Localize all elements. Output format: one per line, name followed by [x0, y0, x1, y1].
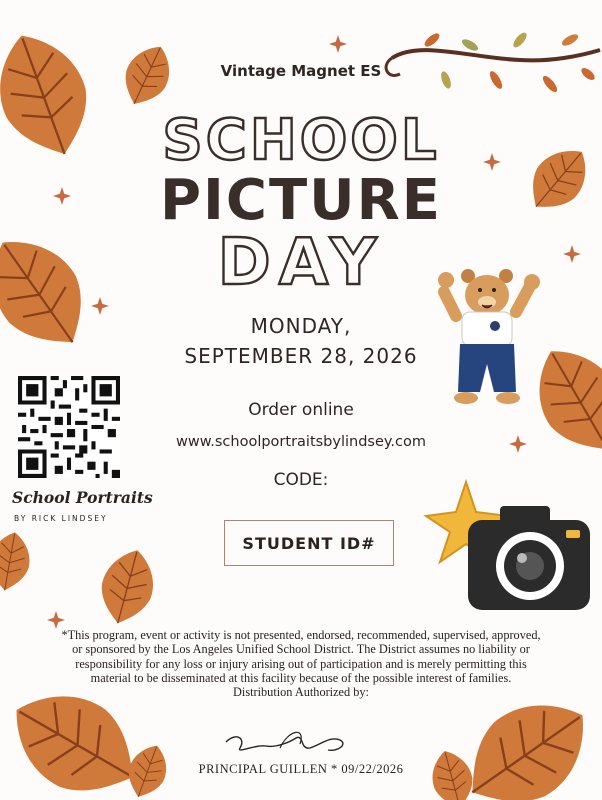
title-day: DAY	[217, 226, 385, 300]
student-id-code-box: STUDENT ID#	[224, 520, 394, 566]
signature-icon	[226, 732, 343, 750]
disclaimer-text: *This program, event or activity is not presented, endorsed, recommended, supervised, approved, or sponsored by the Los Angeles Unified School District. The District assumes no liability or responsibility for any loss or injury arising out of participation and is merely permitting this material to be disseminated at this facility because of the possible interest of families.	[61, 628, 541, 685]
school-name: Vintage Magnet ES	[220, 62, 382, 80]
principal-signature-line: PRINCIPAL GUILLEN * 09/22/2026	[198, 762, 404, 776]
distribution-text: Distribution Authorized by:	[233, 685, 369, 700]
qr-code-icon	[18, 376, 120, 478]
brand-logo-name: School Portraits	[12, 488, 153, 507]
event-day: MONDAY,	[250, 314, 352, 338]
title-picture: PICTURE	[159, 168, 443, 233]
order-online-label: Order online	[248, 400, 354, 420]
sparkle-icon	[47, 611, 65, 629]
disclaimer-block	[60, 628, 542, 699]
event-date: SEPTEMBER 28, 2026	[184, 344, 418, 368]
title-school: SCHOOL	[162, 108, 440, 173]
leaf-icon	[93, 544, 162, 630]
code-label: CODE:	[273, 470, 329, 490]
sparkle-icon	[329, 35, 347, 53]
leaf-icon	[0, 529, 34, 594]
order-url-link[interactable]: www.schoolportraitsbylindsey.com	[176, 434, 426, 450]
brand-byline: BY RICK LINDSEY	[14, 514, 108, 523]
camera-icon	[426, 482, 590, 610]
